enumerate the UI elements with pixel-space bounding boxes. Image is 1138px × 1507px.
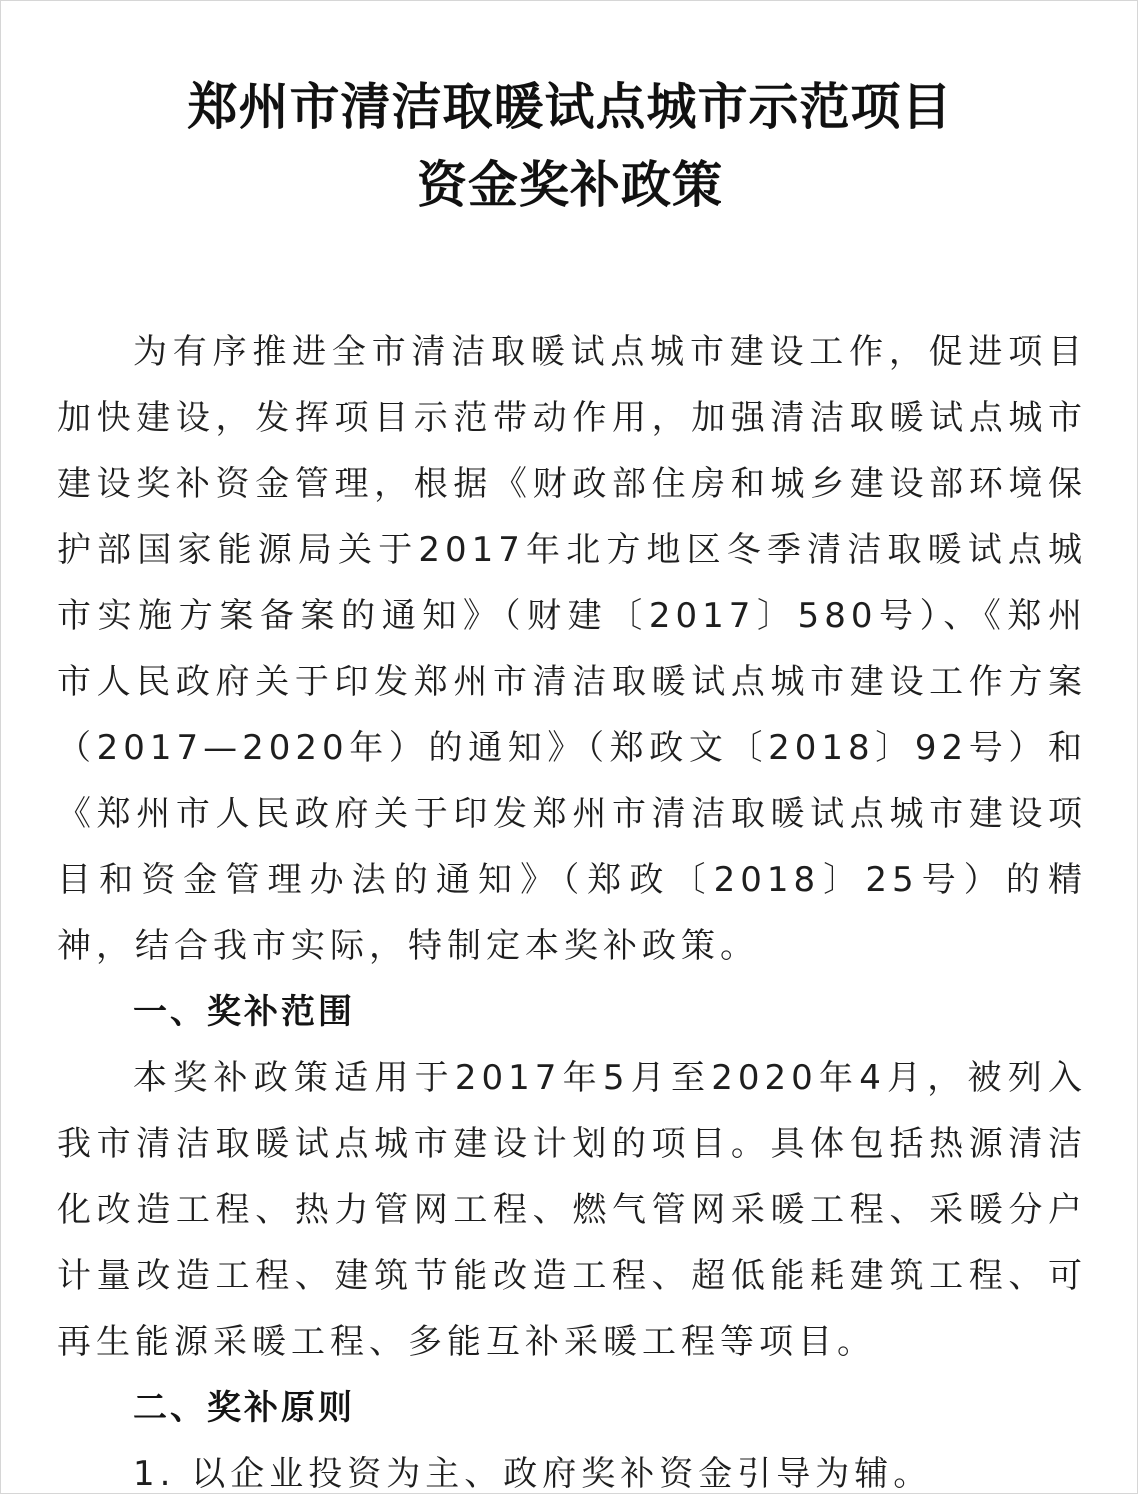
document-title-line-2: 资金奖补政策 [417, 155, 723, 214]
document-body [57, 319, 1087, 1507]
intro-paragraph: 为有序推进全市清洁取暖试点城市建设工作，促进项目加快建设，发挥项目示范带动作用，加强清洁取暖试点城市建设奖补资金管理，根据《财政部住房和城乡建设部环境保护部国家能源局关于2017年北方地区冬季清洁取暖试点城市实施方案备案的通知》（财建〔2017〕580号）、《郑州市人民政府关于印发郑州市清洁取暖试点城市建设工作方案（2017—2020年）的通知》（郑政文〔2018〕92号）和《郑州市人民政府关于印发郑州市清洁取暖试点城市建设项目和资金管理办法的通知》（郑政〔2018〕25号）的精神，结合我市实际，特制定本奖补政策。 [57, 332, 1087, 966]
document-title-line-1: 郑州市清洁取暖试点城市示范项目 [187, 77, 953, 136]
section-heading-scope: 一、奖补范围 [133, 992, 355, 1032]
principle-item-1: 1. 以企业投资为主、政府奖补资金引导为辅。 [133, 1454, 933, 1494]
scope-paragraph: 本奖补政策适用于2017年5月至2020年4月，被列入我市清洁取暖试点城市建设计划的项目。具体包括热源清洁化改造工程、热力管网工程、燃气管网采暖工程、采暖分户计量改造工程、建筑节能改造工程、超低能耗建筑工程、可再生能源采暖工程、多能互补采暖工程等项目。 [57, 1058, 1087, 1362]
section-heading-principles: 二、奖补原则 [133, 1388, 355, 1428]
